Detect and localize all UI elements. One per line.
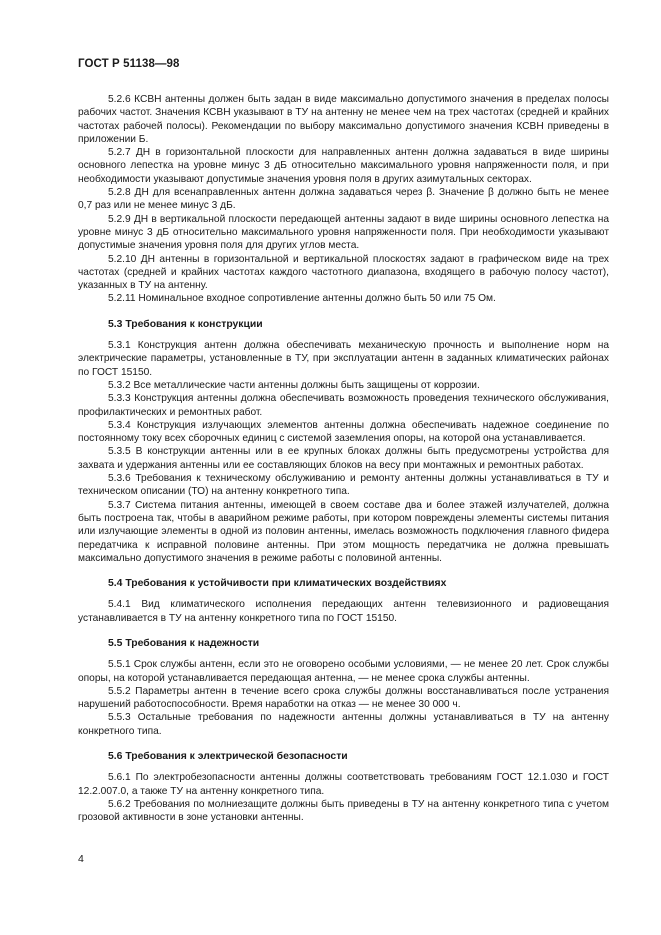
section-heading: 5.5 Требования к надежности: [108, 637, 260, 649]
page-number: 4: [78, 853, 84, 865]
paragraph: 5.2.11 Номинальное входное сопротивление антенны должно быть 50 или 75 Ом.: [108, 293, 496, 305]
section-heading: 5.3 Требования к конструкции: [108, 318, 263, 330]
paragraph: 5.2.7 ДН в горизонтальной плоскости для направленных антенн должна задаваться в виде ширины основного лепестка на уровне минус 3 дБ относительно максимального уровня напряженности поля, и при необходимости указывают допустимые значения уровня поля в других азимутальных секторах.: [78, 147, 609, 185]
paragraph: 5.3.4 Конструкция излучающих элементов антенны должна обеспечивать надежное соединение по постоянному току всех сборочных единиц с системой заземления опоры, на которой она устанавливается.: [78, 419, 609, 445]
paragraph: 5.3.7 Система питания антенны, имеющей в своем составе два и более этажей излучателей, должна быть построена так, чтобы в аварийном режиме работы, при котором повреждены элементы системы питания или излучающие элементы в одной из половин антенны, имелась возможность подключения главного фидера передатчика к исправной половине антенны. При этом мощность передатчика не должна превышать максимально допустимого значения в режиме работы с половиной антенны.: [78, 499, 609, 564]
paragraph: 5.4.1 Вид климатического исполнения передающих антенн телевизионного и радиовещания устанавливается в ТУ на антенну конкретного типа по ГОСТ 15150.: [78, 599, 609, 624]
paragraph: 5.5.1 Срок службы антенн, если это не оговорено особыми условиями, — не менее 20 лет. Срок службы опоры, на которой устанавливается передающая антенна, — не менее срока службы антенны.: [78, 659, 609, 684]
paragraph: 5.3.6 Требования к техническому обслуживанию и ремонту антенны должны устанавливаться в ТУ и техническом описании (ТО) на антенну конкретного типа.: [78, 473, 609, 498]
document-header: ГОСТ Р 51138—98: [78, 58, 180, 70]
section-heading: 5.4 Требования к устойчивости при климатических воздействиях: [108, 578, 447, 590]
document-body: [78, 93, 609, 825]
paragraph: 5.2.9 ДН в вертикальной плоскости передающей антенны задают в виде ширины основного лепестка на уровне минус 3 дБ относительно максимального уровня напряженности поля. При необходимости указывают допустимые значения уровня поля для других углов места.: [78, 213, 609, 252]
paragraph: 5.2.8 ДН для всенаправленных антенн должна задаваться через β. Значение β должно быть не менее 0,7 раз или не менее минус 3 дБ.: [78, 187, 609, 212]
paragraph: 5.3.2 Все металлические части антенны должны быть защищены от коррозии.: [108, 379, 480, 391]
paragraph: 5.3.5 В конструкции антенны или в ее крупных блоках должны быть предусмотрены устройства для захвата и удержания антенны или ее составляющих блоков на весу при монтажных и ремонтных работах.: [78, 446, 609, 471]
paragraph: 5.3.1 Конструкция антенн должна обеспечивать механическую прочность и выполнение норм на электрические параметры, установленные в ТУ, при эксплуатации антенн в заданных климатических районах по ГОСТ 15150.: [78, 340, 609, 378]
paragraph: 5.2.10 ДН антенны в горизонтальной и вертикальной плоскостях задают в графическом виде на трех частотах (средней и крайних частотах каждого частотного диапазона, входящего в рабочую полосу частот), указанных в ТУ на антенну.: [78, 253, 609, 292]
paragraph: 5.6.2 Требования по молниезащите должны быть приведены в ТУ на антенну конкретного типа с учетом грозовой активности в зоне установки антенны.: [78, 798, 609, 824]
paragraph: 5.5.3 Остальные требования по надежности антенны должны устанавливаться в ТУ на антенну конкретного типа.: [78, 712, 609, 737]
paragraph: 5.6.1 По электробезопасности антенны должны соответствовать требованиям ГОСТ 12.1.030 и ГОСТ 12.2.007.0, а также ТУ на антенну конкретного типа.: [78, 772, 609, 797]
paragraph: 5.2.6 КСВН антенны должен быть задан в виде максимально допустимого значения в пределах полосы рабочих частот. Значения КСВН указывают в ТУ на антенну не менее чем на трех частотах (средней и крайних частотах рабочей полосы). Рекомендации по выбору максимально допустимого значения КСВН приведены в приложении Б.: [78, 94, 609, 145]
paragraph: 5.3.3 Конструкция антенны должна обеспечивать возможность проведения технического обслуживания, профилактических и ремонтных работ.: [78, 393, 609, 418]
paragraph: 5.5.2 Параметры антенн в течение всего срока службы должны восстанавливаться после устранения нарушений работоспособности. Время наработки на отказ — не менее 30 000 ч.: [78, 685, 609, 711]
section-heading: 5.6 Требования к электрической безопасности: [108, 751, 348, 763]
